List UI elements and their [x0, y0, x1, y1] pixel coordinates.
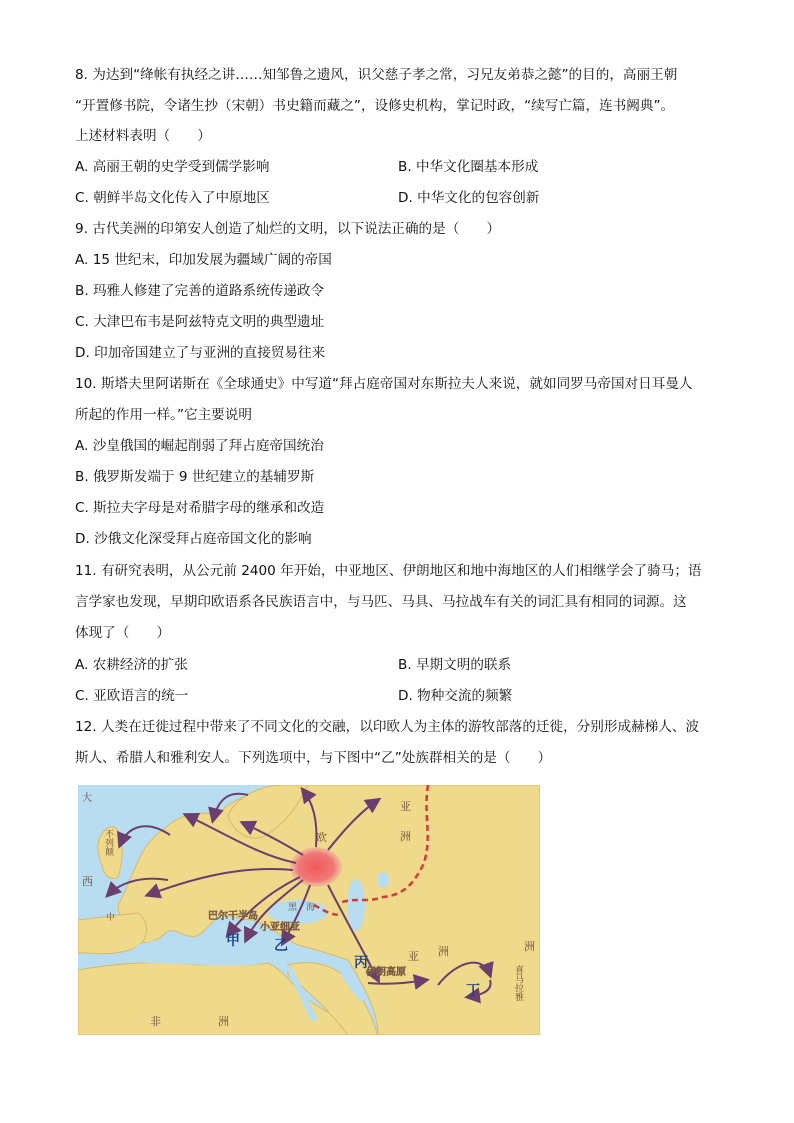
map-label-xi: 西 — [82, 875, 93, 888]
q10-option-c[interactable]: C. 斯拉夫字母是对希腊字母的继承和改造 — [75, 500, 325, 516]
map-label-iran-plateau: 伊朗高原 — [366, 967, 406, 978]
map-label-ya-mid: 亚 — [408, 950, 419, 963]
map-label-zhou-mid: 洲 — [438, 945, 449, 958]
q10-stem-line-2: 所起的作用一样。”它主要说明 — [75, 407, 252, 423]
map-label-himalaya: 喜马拉雅 — [513, 965, 523, 1001]
map-label-ou: 欧 — [316, 831, 327, 844]
q8-stem-line-3: 上述材料表明（ ） — [75, 128, 211, 144]
q9-option-d[interactable]: D. 印加帝国建立了与亚洲的直接贸易往来 — [75, 345, 326, 361]
q11-stem-line-2: 言学家也发现，早期印欧语系各民族语言中，与马匹、马具、马拉战车有关的词汇具有相同的词源。这 — [75, 594, 687, 610]
q8-stem-line-2: “开置修书院，令诸生抄（宋朝）书史籍而藏之”，设修史机构，掌记时政，“续写亡篇，连书阙典”。 — [75, 98, 675, 114]
q8-option-b[interactable]: B. 中华文化圈基本形成 — [398, 159, 539, 175]
q9-option-c[interactable]: C. 大津巴布韦是阿兹特克文明的典型遗址 — [75, 314, 325, 330]
map-label-fei: 非 — [150, 1015, 161, 1028]
q8-option-d[interactable]: D. 中华文化的包容创新 — [398, 190, 540, 206]
map-label-da: 大 — [82, 793, 92, 804]
q11-stem-line-1: 11. 有研究表明，从公元前 2400 年开始，中亚地区、伊朗地区和地中海地区的人们相继学会了骑马；语 — [75, 563, 702, 579]
q12-stem-line-1: 12. 人类在迁徙过程中带来了不同文化的交融，以印欧人为主体的游牧部落的迁徙，分别形成赫梯人、波 — [75, 719, 700, 735]
map-label-balkan: 巴尔干半岛 — [208, 911, 258, 922]
q10-option-d[interactable]: D. 沙俄文化深受拜占庭帝国文化的影响 — [75, 531, 312, 547]
map-marker-jia: 甲 — [226, 933, 240, 949]
q9-option-a[interactable]: A. 15 世纪末，印加发展为疆域广阔的帝国 — [75, 252, 332, 268]
map-label-zhou-bottom: 洲 — [218, 1015, 229, 1028]
q8-option-c[interactable]: C. 朝鲜半岛文化传入了中原地区 — [75, 190, 270, 206]
q9-option-b[interactable]: B. 玛雅人修建了完善的道路系统传递政令 — [75, 283, 325, 299]
map-label-hai: 海 — [306, 903, 316, 913]
q10-option-b[interactable]: B. 俄罗斯发端于 9 世纪建立的基辅罗斯 — [75, 469, 315, 485]
q11-option-d[interactable]: D. 物种交流的频繁 — [398, 688, 513, 704]
map-label-zhou-right: 洲 — [524, 940, 535, 953]
q12-stem-line-2: 斯人、希腊人和雅利安人。下列选项中，与下图中“乙”处族群相关的是（ ） — [75, 750, 552, 766]
map-marker-yi: 乙 — [274, 938, 288, 954]
map-marker-ding: 丁 — [466, 983, 480, 999]
map-label-hei: 黑 — [288, 903, 298, 913]
q8-stem-line-1: 8. 为达到“绛帐有执经之讲……知邹鲁之遗风，识父慈子孝之常，习兄友弟恭之懿”的目的，高丽王朝 — [75, 67, 678, 83]
map-aral-sea — [377, 872, 389, 888]
q11-option-b[interactable]: B. 早期文明的联系 — [398, 657, 512, 673]
map-label-zhou-top: 洲 — [400, 830, 411, 843]
q11-stem-line-3: 体现了（ ） — [75, 625, 171, 641]
map-label-zhong: 中 — [106, 913, 116, 923]
map-marker-bing: 丙 — [354, 955, 368, 971]
q10-option-a[interactable]: A. 沙皇俄国的崛起削弱了拜占庭帝国统治 — [75, 438, 324, 454]
map-label-anatolia: 小亚细亚 — [260, 922, 300, 933]
map-label-britain: 不列颠 — [103, 829, 113, 856]
q10-stem-line-1: 10. 斯塔夫里阿诺斯在《全球通史》中写道“拜占庭帝国对东斯拉夫人来说，就如同罗马帝国对日耳曼人 — [75, 376, 693, 392]
map-label-ya-top: 亚 — [400, 800, 411, 813]
q11-option-c[interactable]: C. 亚欧语言的统一 — [75, 688, 189, 704]
q11-option-a[interactable]: A. 农耕经济的扩张 — [75, 657, 188, 673]
q9-stem-line-1: 9. 古代美洲的印第安人创造了灿烂的文明，以下说法正确的是（ ） — [75, 221, 501, 237]
indo-european-migration-map — [78, 785, 540, 1035]
map-caspian-sea — [347, 879, 365, 931]
q8-option-a[interactable]: A. 高丽王朝的史学受到儒学影响 — [75, 159, 270, 175]
